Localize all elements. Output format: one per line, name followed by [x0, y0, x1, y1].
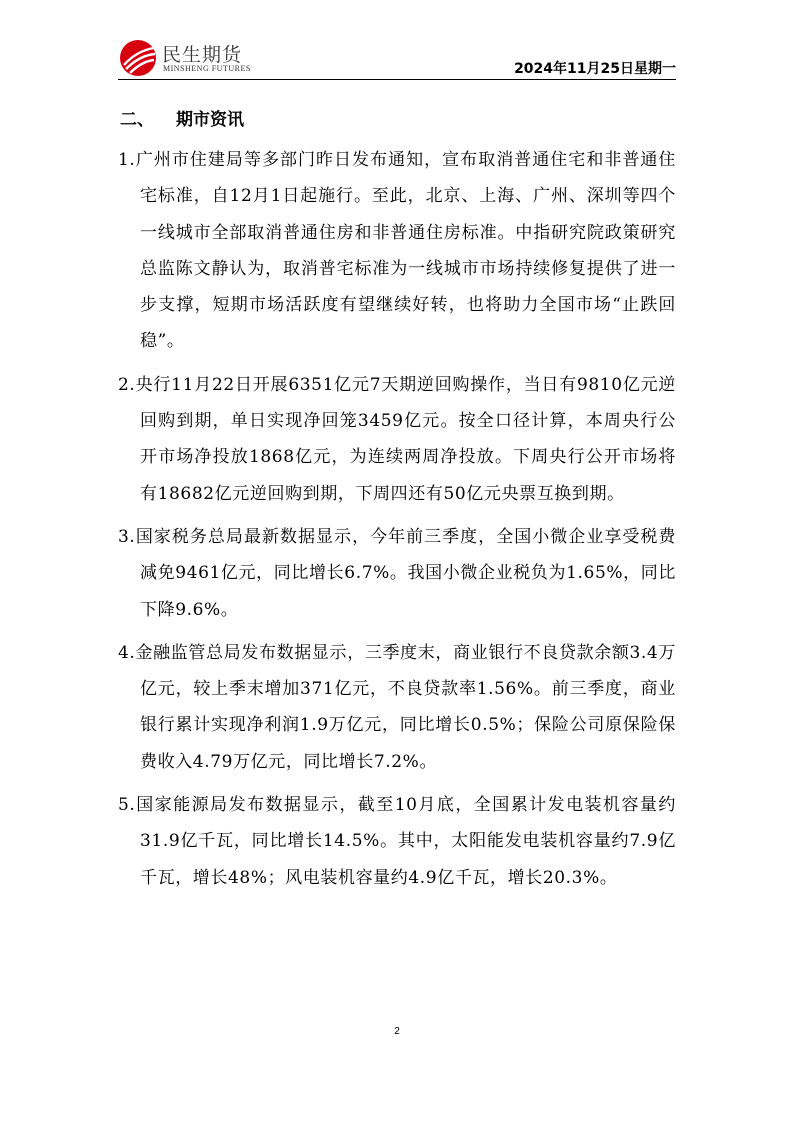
- news-item-1: 1.广州市住建局等多部门昨日发布通知，宣布取消普通住宅和非普通住宅标准，自12月1日起施行。至此，北京、上海、广州、深圳等四个一线城市全部取消普通住房和非普通住房标准。中指研究院政策研究总监陈文静认为，取消普宅标准为一线城市市场持续修复提供了进一步支撑，短期市场活跃度有望继续好转，也将助力全国市场“止跌回稳”。: [118, 150, 676, 352]
- news-item-3: 3.国家税务总局最新数据显示，今年前三季度，全国小微企业享受税费减免9461亿元，同比增长6.7%。我国小微企业税负为1.65%，同比下降9.6%。: [118, 526, 676, 620]
- logo-text-cn: 民生期货: [162, 44, 243, 66]
- news-list: [118, 142, 676, 903]
- logo-text-en: MINSHENG FUTURES: [163, 64, 251, 73]
- header-date: 2024年11月25日星期一: [514, 61, 676, 77]
- section-heading: [120, 105, 244, 130]
- page-number: 2: [394, 1026, 400, 1037]
- news-item-4: 4.金融监管总局发布数据显示，三季度末，商业银行不良贷款余额3.4万亿元，较上季末增加371亿元，不良贷款率1.56%。前三季度，商业银行累计实现净利润1.9万亿元，同比增长0.5%；保险公司原保险保费收入4.79万亿元，同比增长7.2%。: [118, 642, 676, 772]
- news-item-5: 5.国家能源局发布数据显示，截至10月底，全国累计发电装机容量约31.9亿千瓦，同比增长14.5%。其中，太阳能发电装机容量约7.9亿千瓦，增长48%；风电装机容量约4.9亿千瓦，增长20.3%。: [118, 795, 676, 888]
- header-divider: [118, 79, 676, 80]
- news-item-2: 2.央行11月22日开展6351亿元7天期逆回购操作，当日有9810亿元逆回购到期，单日实现净回笼3459亿元。按全口径计算，本周央行公开市场净投放1868亿元，为连续两周净投放。下周央行公开市场将有18682亿元逆回购到期，下周四还有50亿元央票互换到期。: [118, 374, 676, 504]
- minsheng-logo-icon: [118, 38, 158, 78]
- company-logo: [118, 36, 251, 80]
- section-number: 二、: [120, 110, 154, 130]
- page-header: [118, 36, 676, 80]
- section-title: 期市资讯: [176, 110, 244, 130]
